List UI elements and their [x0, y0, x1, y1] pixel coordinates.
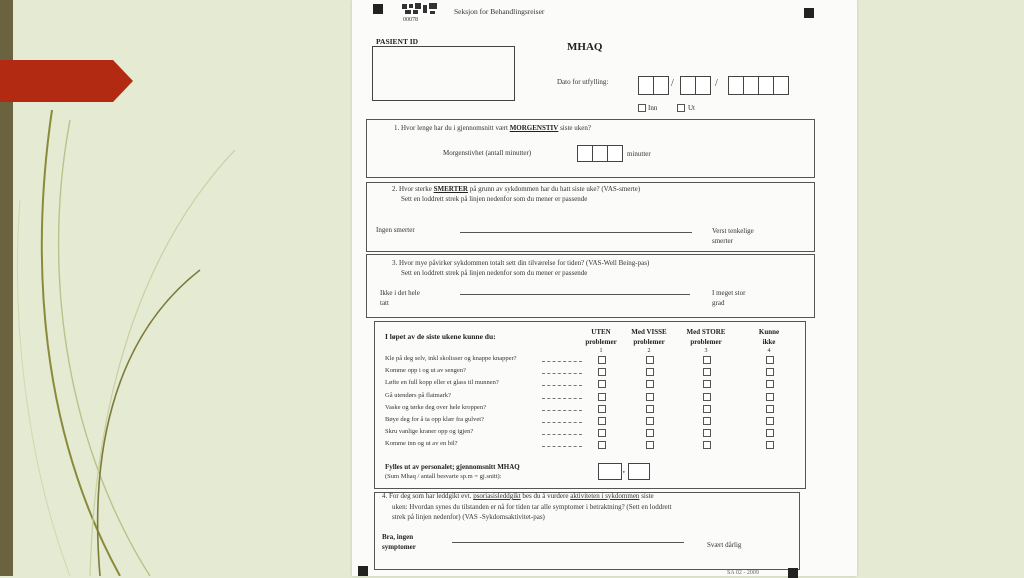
date-day-digit-1[interactable]: [638, 76, 654, 95]
minutes-digit-2[interactable]: [592, 145, 608, 162]
ut-label: Ut: [688, 104, 695, 112]
inn-checkbox[interactable]: [638, 104, 646, 112]
column-header-3: Med STORE: [686, 328, 726, 336]
column-header-4: Kunne: [758, 328, 780, 336]
form-number: 00078: [403, 17, 418, 23]
staff-score-label: Fylles ut av personalet; gjennomsnitt MHAQ: [385, 463, 520, 471]
leader-line: [542, 361, 582, 362]
date-year-digit-4[interactable]: [773, 76, 789, 95]
date-separator: /: [671, 78, 674, 89]
answer-checkbox-row-5-col-2[interactable]: [646, 405, 654, 413]
barcode-image: [400, 2, 440, 16]
question-3-instruction: Sett en loddrett strek på linjen nedenfor som du mener er passende: [401, 269, 588, 277]
date-day-digit-2[interactable]: [653, 76, 669, 95]
inn-label: Inn: [648, 104, 658, 112]
patient-id-field[interactable]: [372, 46, 515, 101]
activity-label: Løfte en full kopp eller et glass til munnen?: [385, 379, 499, 387]
answer-checkbox-row-2-col-2[interactable]: [646, 368, 654, 376]
answer-checkbox-row-1-col-2[interactable]: [646, 356, 654, 364]
vas-activity-right-anchor: Svært dårlig: [707, 541, 742, 549]
answer-checkbox-row-5-col-4[interactable]: [766, 405, 774, 413]
vas-wellbeing-right-anchor: I meget stor: [712, 289, 746, 297]
vas-pain-right-anchor: Verst tenkelige: [712, 227, 754, 235]
answer-checkbox-row-1-col-4[interactable]: [766, 356, 774, 364]
answer-checkbox-row-3-col-1[interactable]: [598, 380, 606, 388]
answer-checkbox-row-6-col-4[interactable]: [766, 417, 774, 425]
leader-line: [542, 422, 582, 423]
answer-checkbox-row-4-col-4[interactable]: [766, 393, 774, 401]
question-1-text: 1. Hvor lenge har du i gjennomsnitt vært MORGENSTIV siste uken?: [394, 124, 591, 132]
answer-checkbox-row-7-col-3[interactable]: [703, 429, 711, 437]
table-heading: I løpet av de siste ukene kunne du:: [385, 332, 496, 341]
morning-stiffness-label: Morgenstivhet (antall minutter): [443, 149, 532, 157]
question-3-text: 3. Hvor mye påvirker sykdommen totalt sett din tilværelse for tiden? (VAS-Well Being-pas): [392, 259, 650, 267]
column-header-1: problemer: [585, 338, 617, 346]
activity-label: Bøye deg for å ta opp klær fra gulvet?: [385, 416, 484, 423]
answer-checkbox-row-8-col-4[interactable]: [766, 441, 774, 449]
answer-checkbox-row-2-col-4[interactable]: [766, 368, 774, 376]
answer-checkbox-row-7-col-1[interactable]: [598, 429, 606, 437]
answer-checkbox-row-5-col-3[interactable]: [703, 405, 711, 413]
answer-checkbox-row-6-col-2[interactable]: [646, 417, 654, 425]
answer-checkbox-row-1-col-3[interactable]: [703, 356, 711, 364]
column-header-1: 1: [599, 348, 603, 354]
date-label: Dato for utfylling:: [557, 78, 609, 86]
leader-line: [542, 434, 582, 435]
registration-mark: [358, 566, 368, 576]
vas-activity-left-anchor: symptomer: [382, 543, 416, 551]
leader-line: [542, 373, 582, 374]
mhaq-score-decimal[interactable]: [628, 463, 650, 480]
answer-checkbox-row-8-col-2[interactable]: [646, 441, 654, 449]
mhaq-score-integer[interactable]: [598, 463, 622, 480]
question-2-instruction: Sett en loddrett strek på linjen nedenfor som du mener er passende: [401, 195, 588, 203]
activity-label: Gå utendørs på flatmark?: [385, 391, 451, 399]
vas-wellbeing-left-anchor: Ikke i det hele: [380, 289, 420, 297]
leader-line: [542, 385, 582, 386]
registration-mark: [804, 8, 814, 18]
patient-id-label: PASIENT ID: [376, 37, 419, 46]
minutes-digit-1[interactable]: [577, 145, 593, 162]
column-header-2: Med VISSE: [631, 328, 667, 336]
vas-activity-line[interactable]: [452, 542, 684, 543]
mhaq-score-separator: ,: [623, 466, 625, 474]
question-2-text: 2. Hvor sterke SMERTER på grunn av sykdommen har du hatt siste uke? (VAS-smerte): [392, 185, 641, 193]
mhaq-form-page: [352, 0, 857, 576]
registration-mark: [373, 4, 383, 14]
question-4-text: 4. For deg som har leddgikt evt. psoriasisleddgikt bes du å vurdere aktiviteten i sykdommen siste: [382, 492, 654, 500]
column-header-2: 2: [647, 348, 651, 354]
vas-wellbeing-left-anchor: tatt: [380, 299, 389, 307]
column-header-1: UTEN: [591, 328, 611, 336]
column-header-4: 4: [767, 348, 771, 354]
column-header-3: problemer: [690, 338, 722, 346]
vas-pain-line[interactable]: [460, 232, 692, 233]
question-4-line-3: strek på linjen nedenfor) (VAS -Sykdomsaktivitet-pas): [392, 513, 545, 521]
activity-label: Komme opp i og ut av sengen?: [385, 367, 466, 375]
answer-checkbox-row-2-col-1[interactable]: [598, 368, 606, 376]
answer-checkbox-row-4-col-2[interactable]: [646, 393, 654, 401]
activity-label: Komme inn og ut av en bil?: [385, 440, 458, 448]
activity-label: Kle på deg selv, inkl skolisser og knappe knapper?: [385, 355, 517, 362]
vas-wellbeing-line[interactable]: [460, 294, 690, 295]
footer-code: SA 02 - 2009: [727, 570, 759, 576]
question-4-line-2: uken: Hvordan synes du tilstanden er nå for tiden tar alle symptomer i betraktning? (Sett en loddrett: [392, 503, 672, 511]
leader-line: [542, 398, 582, 399]
answer-checkbox-row-3-col-3[interactable]: [703, 380, 711, 388]
ut-checkbox[interactable]: [677, 104, 685, 112]
answer-checkbox-row-1-col-1[interactable]: [598, 356, 606, 364]
answer-checkbox-row-7-col-2[interactable]: [646, 429, 654, 437]
date-separator: /: [715, 78, 718, 89]
vas-wellbeing-right-anchor: grad: [712, 299, 725, 307]
date-year-digit-1[interactable]: [728, 76, 744, 95]
answer-checkbox-row-4-col-1[interactable]: [598, 393, 606, 401]
minutes-digit-3[interactable]: [607, 145, 623, 162]
staff-score-formula: (Sum Mhaq / antall besvarte sp.m = gj.snitt):: [385, 473, 502, 480]
answer-checkbox-row-3-col-2[interactable]: [646, 380, 654, 388]
activity-label: Vaske og tørke deg over hele kroppen?: [385, 403, 487, 411]
vas-activity-left-anchor: Bra, ingen: [382, 533, 414, 541]
registration-mark: [788, 568, 798, 578]
date-year-digit-3[interactable]: [758, 76, 774, 95]
vas-pain-left-anchor: Ingen smerter: [376, 226, 415, 234]
leader-line: [542, 410, 582, 411]
column-header-2: problemer: [633, 338, 665, 346]
leader-line: [542, 446, 582, 447]
answer-checkbox-row-2-col-3[interactable]: [703, 368, 711, 376]
minutes-unit: minutter: [627, 150, 651, 158]
department-name: Seksjon for Behandlingsreiser: [454, 7, 545, 16]
activity-label: Skru vanlige kraner opp og igjen?: [385, 428, 474, 436]
answer-checkbox-row-6-col-1[interactable]: [598, 417, 606, 425]
vas-pain-right-anchor: smerter: [712, 237, 733, 245]
date-month-digit-2[interactable]: [695, 76, 711, 95]
column-header-4: ikke: [762, 338, 776, 346]
decorative-swirls: [0, 0, 360, 576]
answer-checkbox-row-5-col-1[interactable]: [598, 405, 606, 413]
answer-checkbox-row-4-col-3[interactable]: [703, 393, 711, 401]
date-month-digit-1[interactable]: [680, 76, 696, 95]
column-header-3: 3: [704, 348, 708, 354]
answer-checkbox-row-6-col-3[interactable]: [703, 417, 711, 425]
answer-checkbox-row-8-col-3[interactable]: [703, 441, 711, 449]
form-title: MHAQ: [567, 41, 603, 53]
answer-checkbox-row-3-col-4[interactable]: [766, 380, 774, 388]
date-year-digit-2[interactable]: [743, 76, 759, 95]
answer-checkbox-row-8-col-1[interactable]: [598, 441, 606, 449]
answer-checkbox-row-7-col-4[interactable]: [766, 429, 774, 437]
